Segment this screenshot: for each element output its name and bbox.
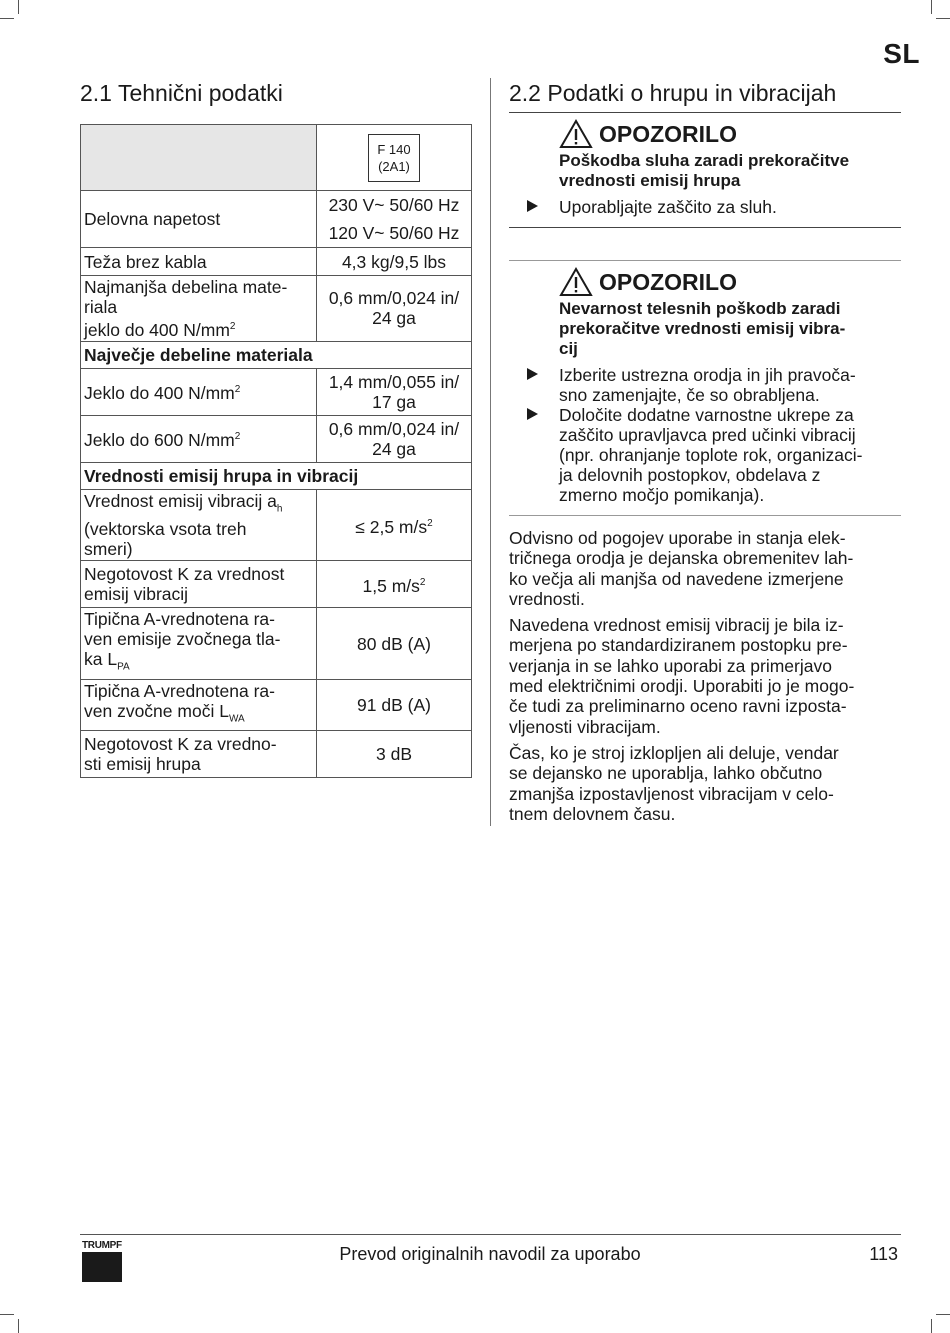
crop-mark [931, 0, 932, 14]
table-cell [81, 731, 317, 778]
cell-line: sti emisij hrupa [84, 754, 201, 775]
body-paragraph [509, 528, 901, 609]
text-line: prekoračitve vrednosti emisij vibra- [559, 319, 846, 338]
crop-mark [936, 18, 950, 19]
cell-line [84, 491, 313, 520]
cell-line: smeri) [84, 539, 133, 560]
crop-mark [18, 1319, 19, 1333]
footer-divider [80, 1234, 901, 1235]
cell-line: (vektorska vsota treh [84, 519, 247, 540]
table-row [81, 368, 472, 415]
divider [509, 515, 901, 516]
page-number: 113 [869, 1244, 898, 1264]
cell-text: ≤ 2,5 m/s [355, 516, 428, 537]
text-line: verjanja in se lahko uporabi za primerjavo [509, 655, 832, 676]
text-line: tričnega orodja je dejanska obremenitev lah- [509, 548, 854, 569]
cell-text: 1,5 m/s [362, 575, 420, 596]
cell-text: ven zvočne moči L [84, 700, 229, 721]
table-cell [81, 368, 317, 415]
text-line: Navedena vrednost emisij vibracij je bila iz- [509, 615, 844, 636]
cell-line: 0,6 mm/0,024 in/ [328, 288, 460, 309]
text-line: zaščito upravljavca pred učinki vibracij [559, 425, 856, 445]
logo-block [82, 1252, 122, 1282]
table-row [81, 276, 472, 342]
text-line: Nevarnost telesnih poškodb zaradi [559, 299, 841, 318]
warning-triangle-icon [559, 267, 593, 297]
warning-subtitle [509, 151, 901, 191]
table-cell [81, 415, 317, 462]
cell-line: 1,4 mm/0,055 in/ [328, 371, 460, 392]
superscript: 2 [427, 517, 433, 529]
text-line: zmerno močjo pomikanja). [559, 485, 765, 505]
text-line: vrednosti. [509, 588, 585, 609]
arrow-bullet-icon [527, 200, 538, 212]
table-cell [317, 489, 472, 561]
text-line: merjena po standardiziranem postopku pre- [509, 635, 848, 656]
superscript: 2 [234, 384, 241, 396]
table-row [81, 125, 472, 191]
table-cell: 4,3 kg/9,5 lbs [317, 248, 472, 276]
warning-heading [509, 267, 901, 297]
table-row [81, 191, 472, 220]
cell-line: Negotovost K za vrednost [84, 564, 285, 585]
text-line: (npr. ohranjanje toplote rok, organizaci- [559, 445, 863, 465]
table-cell [81, 679, 317, 731]
crop-mark [18, 0, 19, 14]
text-line: Odvisno od pogojev uporabe in stanja elek- [509, 528, 846, 548]
warning-box-vibration [509, 261, 901, 515]
model-code: (2A1) [378, 158, 410, 174]
text-line: tnem delovnem času. [509, 803, 676, 824]
text-line: cij [559, 339, 578, 358]
crop-mark [0, 18, 14, 19]
cell-line: Tipična A-vrednotena ra- [84, 609, 275, 630]
section-title: 2.2 Podatki o hrupu in vibracijah [509, 80, 837, 106]
table-row [81, 608, 472, 680]
crop-mark [0, 1314, 14, 1315]
table-row [81, 415, 472, 462]
table-cell: 120 V~ 50/60 Hz [317, 219, 472, 248]
cell-line [84, 317, 313, 340]
spec-table [80, 124, 472, 778]
cell-text: Vrednost emisij vibracij a [84, 490, 277, 511]
arrow-bullet-icon [527, 368, 538, 380]
arrow-bullet-icon [527, 408, 538, 420]
superscript: 2 [419, 576, 426, 588]
text-line: če tudi za preliminarno oceno ravni izposta- [509, 696, 847, 717]
cell-line [84, 649, 313, 678]
table-cell [317, 276, 472, 342]
text-line: ko večja ali manjša od navedene izmerjene [509, 568, 844, 589]
warning-instruction [509, 405, 901, 505]
section-title: 2.1 Tehnični podatki [80, 80, 283, 106]
body-paragraph [509, 743, 901, 824]
table-subheader: Vrednosti emisij hrupa in vibracij [81, 462, 472, 489]
table-cell [81, 561, 317, 608]
cell-line: Najmanjša debelina mate- [84, 277, 288, 297]
warning-heading [509, 119, 901, 149]
text-line: Uporabljajte zaščito za sluh. [559, 197, 777, 217]
text-line: se dejansko ne uporablja, lahko občutno [509, 763, 823, 784]
noise-vibration-section [509, 78, 901, 830]
cell-line: Negotovost K za vredno- [84, 734, 277, 755]
table-cell [317, 561, 472, 608]
table-cell [81, 608, 317, 680]
body-paragraph [509, 615, 901, 737]
text-line: vljenosti vibracijam. [509, 716, 661, 737]
crop-mark [931, 1319, 932, 1333]
table-cell: 91 dB (A) [317, 679, 472, 731]
model-label [368, 134, 419, 182]
text-line: vrednosti emisij hrupa [559, 171, 741, 190]
table-row [81, 489, 472, 561]
language-code: SL [883, 38, 920, 69]
cell-line: riala [84, 297, 118, 317]
text-line: Čas, ko je stroj izklopljen ali deluje, vendar [509, 742, 839, 763]
text-line: med električnimi orodji. Uporabiti jo je mogo- [509, 676, 855, 697]
table-cell: Teža brez kabla [81, 248, 317, 276]
text-line: zmanjša izpostavljenost vibracijam v celo- [509, 783, 834, 804]
cell-text: Jeklo do 400 N/mm [84, 383, 235, 404]
table-cell [81, 276, 317, 342]
cell-line: Tipična A-vrednotena ra- [84, 680, 275, 701]
subscript: PA [117, 661, 130, 673]
warning-instruction [509, 365, 901, 405]
warning-subtitle [509, 299, 901, 359]
cell-text: Jeklo do 600 N/mm [84, 430, 235, 451]
text-line: Določite dodatne varnostne ukrepe za [559, 405, 854, 425]
table-subheader: Največje debeline materiala [81, 341, 472, 368]
table-row [81, 462, 472, 489]
table-cell: 3 dB [317, 731, 472, 778]
crop-mark [936, 1314, 950, 1315]
table-row [81, 341, 472, 368]
superscript: 2 [229, 321, 236, 332]
table-row [81, 679, 472, 731]
warning-box-hearing [509, 113, 901, 227]
superscript: 2 [234, 431, 241, 443]
cell-line: emisij vibracij [84, 584, 189, 605]
text-line: sno zamenjajte, če so obrabljena. [559, 385, 820, 405]
cell-line: 24 ga [372, 308, 416, 329]
text-line: Poškodba sluha zaradi prekoračitve [559, 151, 850, 170]
warning-title: OPOZORILO [599, 120, 737, 147]
subscript: WA [228, 713, 245, 725]
table-row [81, 561, 472, 608]
table-cell: 80 dB (A) [317, 608, 472, 680]
technical-data-section [80, 78, 472, 778]
cell-line: 17 ga [372, 391, 416, 412]
model-name: F 140 [377, 141, 411, 157]
column-divider [490, 78, 491, 826]
table-cell [317, 125, 472, 191]
cell-line: 24 ga [372, 438, 416, 459]
warning-instruction [509, 197, 901, 217]
table-cell [81, 125, 317, 191]
footer-title: Prevod originalnih navodil za uporabo [339, 1244, 641, 1264]
table-cell: 230 V~ 50/60 Hz [317, 191, 472, 220]
cell-text: ka L [84, 649, 118, 670]
trumpf-logo [82, 1241, 122, 1282]
text-line: ja delovnih postopkov, obdelava z [559, 465, 821, 485]
logo-text: TRUMPF [82, 1240, 122, 1251]
cell-text: jeklo do 400 N/mm [84, 319, 230, 340]
cell-line: ven emisije zvočnega tla- [84, 629, 281, 650]
warning-title: OPOZORILO [599, 268, 737, 295]
warning-triangle-icon [559, 119, 593, 149]
table-cell [317, 368, 472, 415]
subscript: h [276, 503, 283, 515]
text-line: Izberite ustrezna orodja in jih pravoča- [559, 365, 856, 385]
table-cell: Delovna napetost [81, 191, 317, 248]
table-row [81, 248, 472, 276]
table-cell [317, 415, 472, 462]
spacer [509, 228, 901, 260]
table-cell [81, 489, 317, 561]
cell-line: 0,6 mm/0,024 in/ [328, 418, 460, 439]
table-row [81, 731, 472, 778]
cell-line [84, 701, 313, 730]
